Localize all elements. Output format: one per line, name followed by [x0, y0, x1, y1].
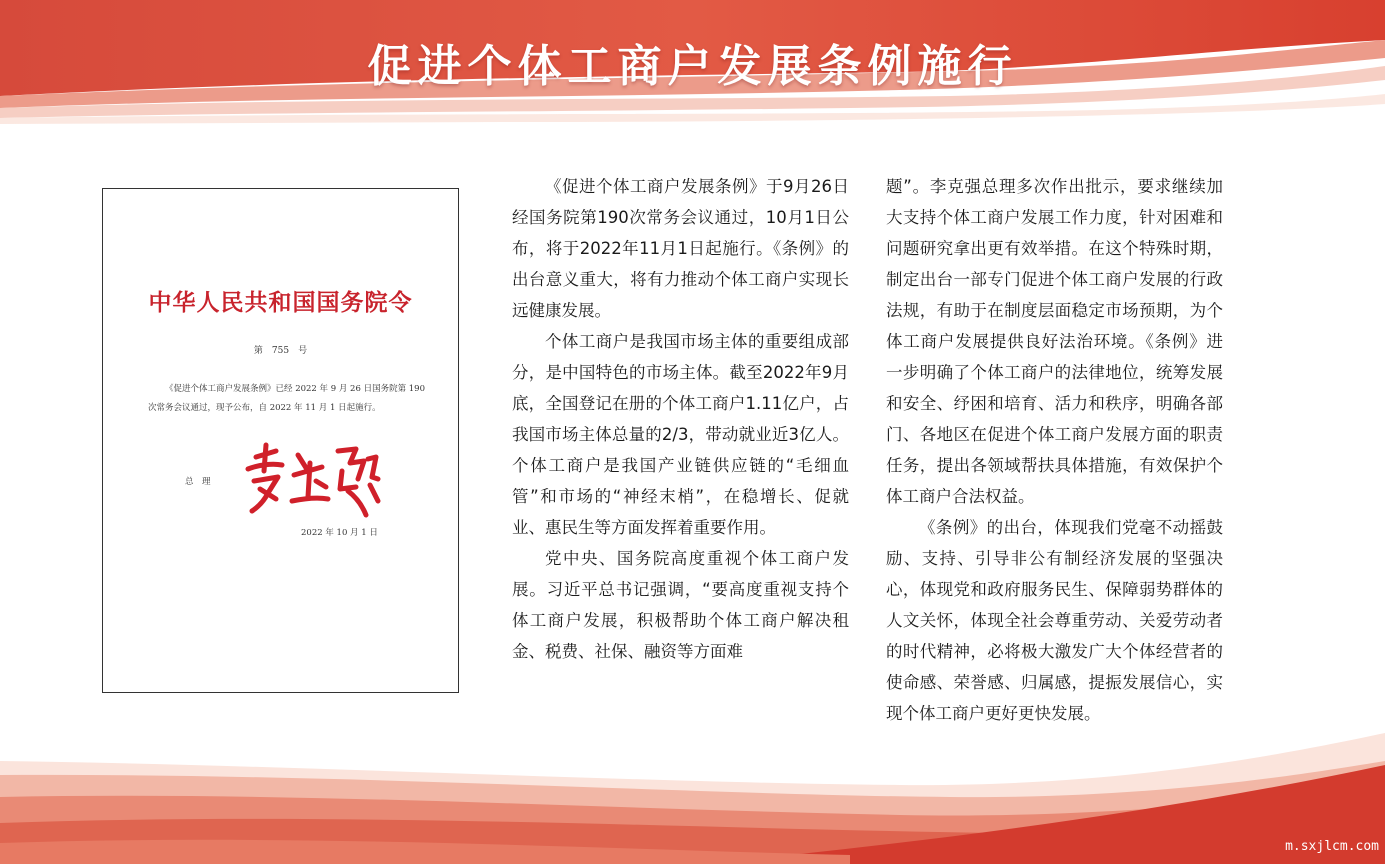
paragraph: 党中央、国务院高度重视个体工商户发展。习近平总书记强调，“要高度重视支持个体工商户发展，积极帮助个体工商户解决租金、税费、社保、融资等方面难 [512, 549, 849, 661]
watermark: m.sxjlcm.com [1285, 839, 1379, 854]
decree-image [102, 188, 459, 693]
bottom-waves [0, 725, 1385, 864]
signature-image [238, 441, 383, 521]
article-column-right [886, 171, 1223, 729]
decree-number: 第 755 号 [253, 346, 308, 356]
decree-body: 《促进个体工商户发展条例》已经 2022 年 9 月 26 日国务院第 190 次常务会议通过，现予公布，自 2022 年 11 月 1 日起施行。 [148, 384, 425, 413]
paragraph: 《条例》的出台，体现我们党毫不动摇鼓励、支持、引导非公有制经济发展的坚强决心，体现党和政府服务民生、保障弱势群体的人文关怀，体现全社会尊重劳动、关爱劳动者的时代精神，必将极大激发广大个体经营者的使命感、荣誉感、归属感，提振发展信心，实现个体工商户更好更快发展。 [886, 518, 1223, 723]
paragraph: 个体工商户是我国市场主体的重要组成部分，是中国特色的市场主体。截至2022年9月底，全国登记在册的个体工商户1.11亿户，占我国市场主体总量的2/3，带动就业近3亿人。个体工商户是我国产业链供应链的“毛细血管”和市场的“神经末梢”，在稳增长、促就业、惠民生等方面发挥着重要作用。 [512, 332, 849, 537]
article-column-left [512, 171, 849, 667]
decree-date: 2022 年 10 月 1 日 [301, 528, 378, 538]
page-title: 促进个体工商户发展条例施行 [367, 41, 1018, 92]
decree-sign-label: 总 理 [185, 477, 211, 487]
paragraph: 题”。李克强总理多次作出批示，要求继续加大支持个体工商户发展工作力度，针对困难和问题研究拿出更有效举措。在这个特殊时期，制定出台一部专门促进个体工商户发展的行政法规，有助于在制度层面稳定市场预期，为个体工商户发展提供良好法治环境。《条例》进一步明确了个体工商户的法律地位，统筹发展和安全、纾困和培育、活力和秩序，明确各部门、各地区在促进个体工商户发展方面的职责任务，提出各领域帮扶具体措施，有效保护个体工商户合法权益。 [886, 177, 1223, 506]
paragraph: 《促进个体工商户发展条例》于9月26日经国务院第190次常务会议通过，10月1日公布，将于2022年11月1日起施行。《条例》的出台意义重大，将有力推动个体工商户实现长远健康发展。 [512, 177, 849, 320]
decree-title: 中华人民共和国国务院令 [148, 289, 413, 316]
